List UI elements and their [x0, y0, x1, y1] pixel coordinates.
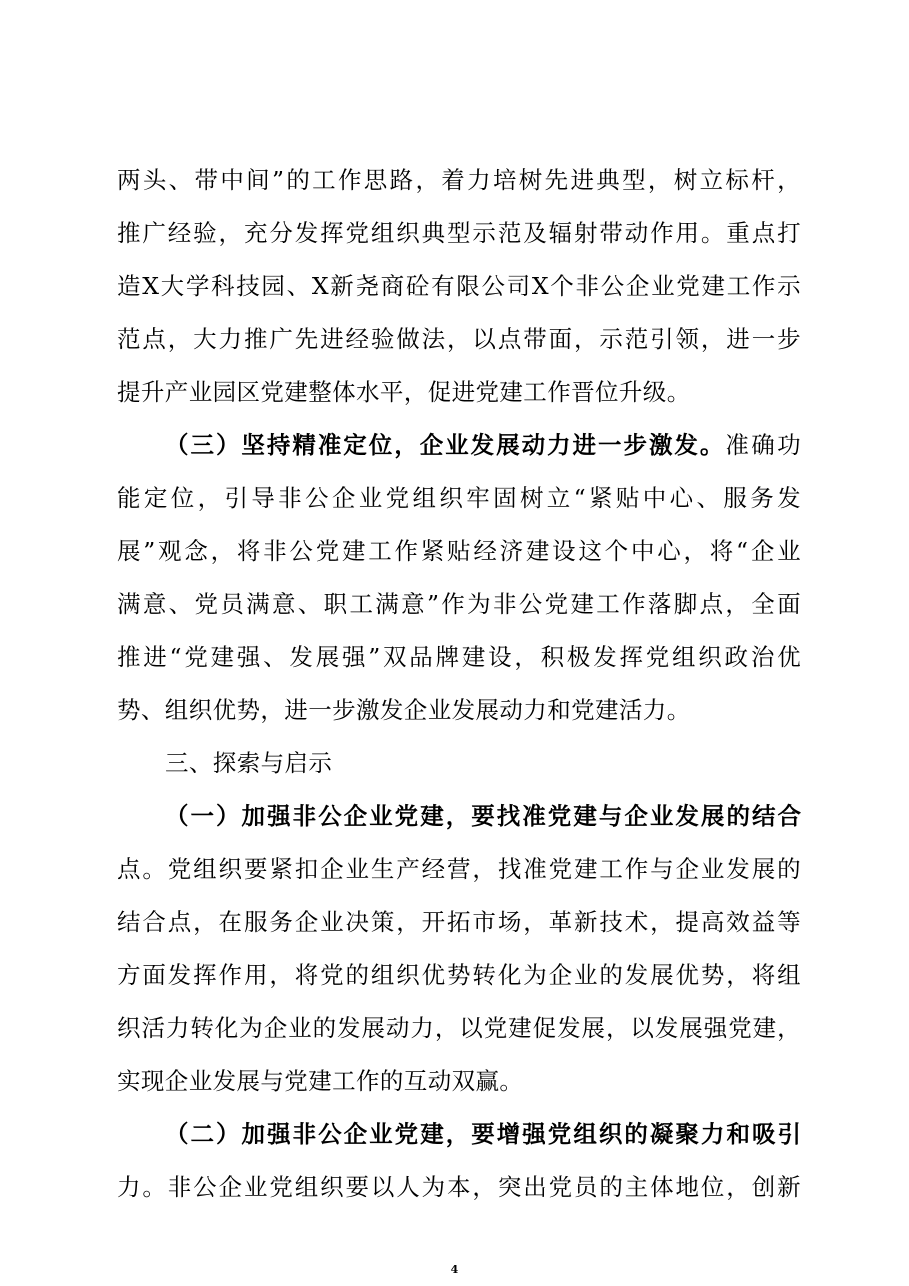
paragraph-line: 力。非公企业党组织要以人为本，突出党员的主体地位，创新: [117, 1173, 801, 1201]
paragraph-line: 能定位，引导非公企业党组织牢固树立“紧贴中心、服务发: [117, 484, 801, 512]
paragraph-first-line: [117, 1108, 801, 1161]
page-number: 4: [450, 1263, 459, 1276]
paragraph-line: 点。党组织要紧扣企业生产经营，找准党建工作与企业发展的: [117, 855, 801, 883]
paragraph-line: 推进“党建强、发展强”双品牌建设，积极发挥党组织政治优: [117, 643, 801, 671]
paragraph-lead: （三）坚持精准定位，企业发展动力进一步激发。: [165, 431, 726, 459]
paragraph-line: 范点，大力推广先进经验做法，以点带面，示范引领，进一步: [117, 325, 801, 353]
body-text: [117, 154, 801, 1214]
paragraph-text: 准确功: [725, 431, 802, 459]
paragraph-line: 造X大学科技园、X新尧商砼有限公司X个非公企业党建工作示: [117, 272, 801, 300]
paragraph-line: 满意、党员满意、职工满意”作为非公党建工作落脚点，全面: [117, 590, 801, 618]
paragraph-line: 展”观念，将非公党建工作紧贴经济建设这个中心，将“企业: [117, 537, 801, 565]
paragraph-line: 方面发挥作用，将党的组织优势转化为企业的发展优势，将组: [117, 961, 801, 989]
paragraph-lead: （一）加强非公企业党建，要找准党建与企业发展的结合: [165, 802, 801, 830]
section-heading: 三、探索与启示: [165, 749, 333, 777]
paragraph-line: 结合点，在服务企业决策，开拓市场，革新技术，提高效益等: [117, 908, 801, 936]
paragraph-line: 织活力转化为企业的发展动力，以党建促发展，以发展强党建，: [117, 1014, 801, 1042]
paragraph-first-line: [117, 790, 801, 843]
paragraph-lead: （二）加强非公企业党建，要增强党组织的凝聚力和吸引: [165, 1120, 801, 1148]
paragraph-line: 势、组织优势，进一步激发企业发展动力和党建活力。: [117, 696, 691, 724]
paragraph-line: 推广经验，充分发挥党组织典型示范及辐射带动作用。重点打: [117, 219, 801, 247]
paragraph-line: 两头、带中间”的工作思路，着力培树先进典型，树立标杆，: [117, 166, 801, 194]
paragraph-first-line: [117, 419, 801, 472]
paragraph-line: 实现企业发展与党建工作的互动双赢。: [117, 1067, 524, 1095]
paragraph-line: 提升产业园区党建整体水平，促进党建工作晋位升级。: [117, 378, 691, 406]
